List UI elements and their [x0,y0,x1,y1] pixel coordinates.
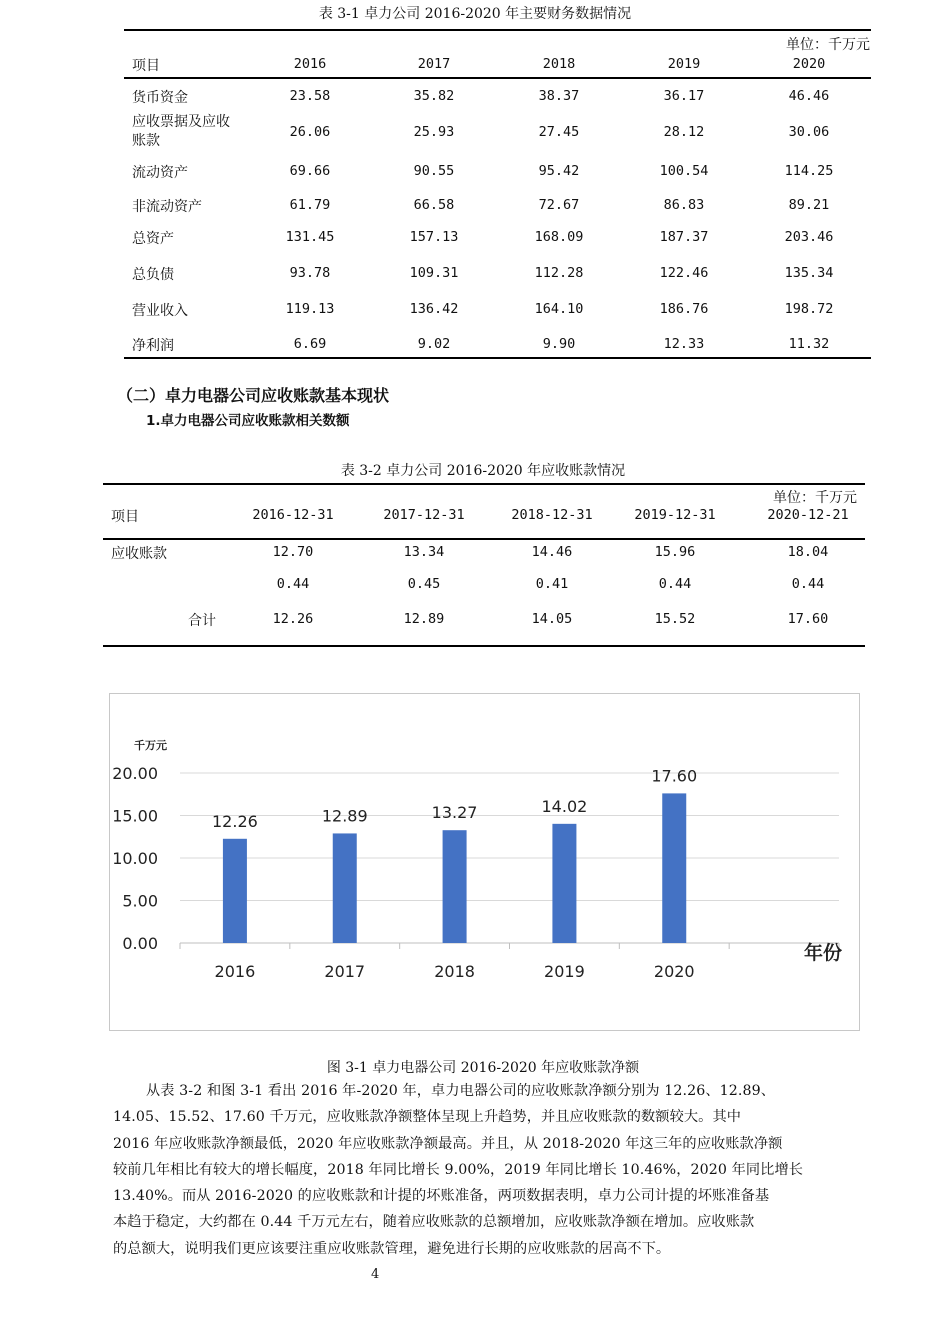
table2-cell: 17.60 [787,611,829,627]
table1-cell: 38.37 [538,88,580,104]
table2-cell: 12.26 [272,611,314,627]
table1-col-header: 2020 [792,56,826,72]
table1-cell: 100.54 [659,163,709,179]
table2-cell: 18.04 [787,544,829,560]
y-tick-label: 10.00 [112,849,158,868]
table1-cell: 95.42 [538,163,580,179]
table1-cell: 66.58 [413,197,455,213]
table2-cell: 13.34 [403,544,445,560]
y-tick-label: 5.00 [122,891,158,911]
table1-cell: 11.32 [788,336,830,352]
x-tick-label: 2017 [324,962,366,981]
paragraph-line: 14.05、15.52、17.60 千万元，应收账款净额整体呈现上升趋势，并且应收账款的数额较大。其中 [113,1109,742,1126]
y-tick-label: 0.00 [122,934,158,953]
table2-col-header: 2016-12-31 [252,507,334,523]
table1-top-rule [124,29,871,31]
y-tick-label: 20.00 [112,764,158,783]
table1-cell: 198.72 [784,301,834,317]
table1-cell: 35.82 [413,88,455,104]
table1-col-header: 2019 [667,56,701,72]
table1-cell: 131.45 [285,229,335,245]
table2-caption: 表 3-2 卓力公司 2016-2020 年应收账款情况 [340,463,626,479]
table1-cell: 109.31 [409,265,459,281]
table2-unit: 单位：千万元 [773,490,857,506]
figure-caption: 图 3-1 卓力电器公司 2016-2020 年应收账款净额 [326,1060,640,1076]
table1-cell: 30.06 [788,124,830,140]
table2-cell: 0.44 [658,576,692,592]
table1-col-header: 项目 [132,58,160,74]
table1-cell: 135.34 [784,265,834,281]
table1-row-label: 非流动资产 [132,199,202,215]
table1-cell: 9.02 [417,336,451,352]
table1-cell: 89.21 [788,197,830,213]
data-label: 17.60 [651,766,698,786]
table2-cell: 15.96 [654,544,696,560]
table1-cell: 203.46 [784,229,834,245]
table1-cell: 90.55 [413,163,455,179]
table1-cell: 26.06 [289,124,331,140]
table1-cell: 46.46 [788,88,830,104]
table1-cell: 12.33 [663,336,705,352]
table1-header-rule [124,77,871,79]
table2-row-label: 合计 [188,613,216,629]
table1-col-header: 2017 [417,56,451,72]
bar-chart [109,693,860,1031]
page-number: 4 [371,1267,380,1282]
table1-cell: 122.46 [659,265,709,281]
table1-row-label: 流动资产 [132,165,188,181]
data-label: 12.89 [321,806,368,826]
x-tick-label: 2020 [653,962,695,981]
table1-row-label: 净利润 [132,338,174,354]
table1-cell: 23.58 [289,88,331,104]
y-axis-label: 千万元 [134,739,167,752]
table2-header-rule [103,538,865,540]
table1-cell: 61.79 [289,197,331,213]
table1-row-label: 总资产 [132,231,174,247]
table1-cell: 6.69 [293,336,327,352]
table1-cell: 9.90 [542,336,576,352]
paragraph-line: 本趋于稳定，大约都在 0.44 千万元左右，随着应收账款的总额增加，应收账款净额在增加。应收账款 [113,1214,755,1231]
table2-cell: 14.05 [531,611,573,627]
bar [662,793,686,943]
x-tick-label: 2016 [214,962,256,981]
table2-cell: 0.44 [791,576,825,592]
table1-cell: 157.13 [409,229,459,245]
table1-cell: 36.17 [663,88,705,104]
section-subheading: 1.卓力电器公司应收账款相关数额 [146,413,350,429]
table1-row-label: 营业收入 [132,303,188,319]
table1-cell: 27.45 [538,124,580,140]
table1-row-label: 应收票据及应收账款 [132,114,230,149]
bar [223,839,247,943]
table1-col-header: 2018 [542,56,576,72]
table1-cell: 164.10 [534,301,584,317]
table2-col-header: 2018-12-31 [511,507,593,523]
table2-col-header: 2020-12-21 [767,507,849,523]
y-tick-label: 15.00 [112,806,158,826]
table1-cell: 72.67 [538,197,580,213]
table2-bottom-rule [103,645,865,647]
table2-cell: 15.52 [654,611,696,627]
paragraph-line: 13.40%。而从 2016-2020 的应收账款和计提的坏账准备，两项数据表明，卓力公司计提的坏账准备基 [113,1188,770,1205]
table1-cell: 136.42 [409,301,459,317]
table2-top-rule [103,483,865,485]
table2-col-header: 项目 [111,509,139,525]
table2-cell: 12.70 [272,544,314,560]
table2-cell: 14.46 [531,544,573,560]
table1-cell: 119.13 [285,301,335,317]
body-paragraph [113,1078,873,1262]
section-heading: （二）卓力电器公司应收账款基本现状 [117,386,390,405]
table1-bottom-rule [124,357,871,359]
data-label: 14.02 [541,796,588,816]
data-label: 13.27 [431,803,478,823]
table1-cell: 28.12 [663,124,705,140]
table1-row-label: 货币资金 [132,90,188,106]
table1-cell: 168.09 [534,229,584,245]
x-tick-label: 2019 [544,962,585,981]
table2-cell: 12.89 [403,611,445,627]
table2-row-label: 应收账款 [111,546,167,562]
bar [552,824,576,943]
bar-chart-svg [110,694,859,1030]
table1-cell: 25.93 [413,124,455,140]
bar [443,830,467,943]
x-axis-label: 年份 [804,942,843,964]
table2-cell: 0.44 [276,576,310,592]
table2-cell: 0.41 [535,576,569,592]
table1-unit: 单位：千万元 [786,37,870,53]
table1-row-label: 总负债 [132,267,174,283]
bar [333,833,357,943]
table1-caption: 表 3-1 卓力公司 2016-2020 年主要财务数据情况 [318,6,632,22]
table2-col-header: 2019-12-31 [634,507,716,523]
table1-cell: 93.78 [289,265,331,281]
table1-cell: 114.25 [784,163,834,179]
table1-cell: 187.37 [659,229,709,245]
table1-col-header: 2016 [293,56,327,72]
paragraph-line: 较前几年相比有较大的增长幅度，2018 年同比增长 9.00%，2019 年同比增长 10.46%，2020 年同比增长 [113,1161,804,1178]
data-label: 12.26 [212,811,258,831]
paragraph-line: 从表 3-2 和图 3-1 看出 2016 年-2020 年，卓力电器公司的应收账款净额分别为 12.26、12.89、 [146,1083,776,1099]
table1-cell: 86.83 [663,197,705,213]
table1-cell: 186.76 [659,301,709,317]
table1-cell: 112.28 [534,265,584,281]
paragraph-line: 2016 年应收账款净额最低，2020 年应收账款净额最高。并且，从 2018-2020 年这三年的应收账款净额 [113,1135,783,1152]
x-tick-label: 2018 [434,962,475,981]
table2-cell: 0.45 [407,576,441,592]
paragraph-line: 的总额大，说明我们更应该要注重应收账款管理，避免进行长期的应收账款的居高不下。 [113,1240,671,1257]
table2-col-header: 2017-12-31 [383,507,465,523]
table1-cell: 69.66 [289,163,331,179]
